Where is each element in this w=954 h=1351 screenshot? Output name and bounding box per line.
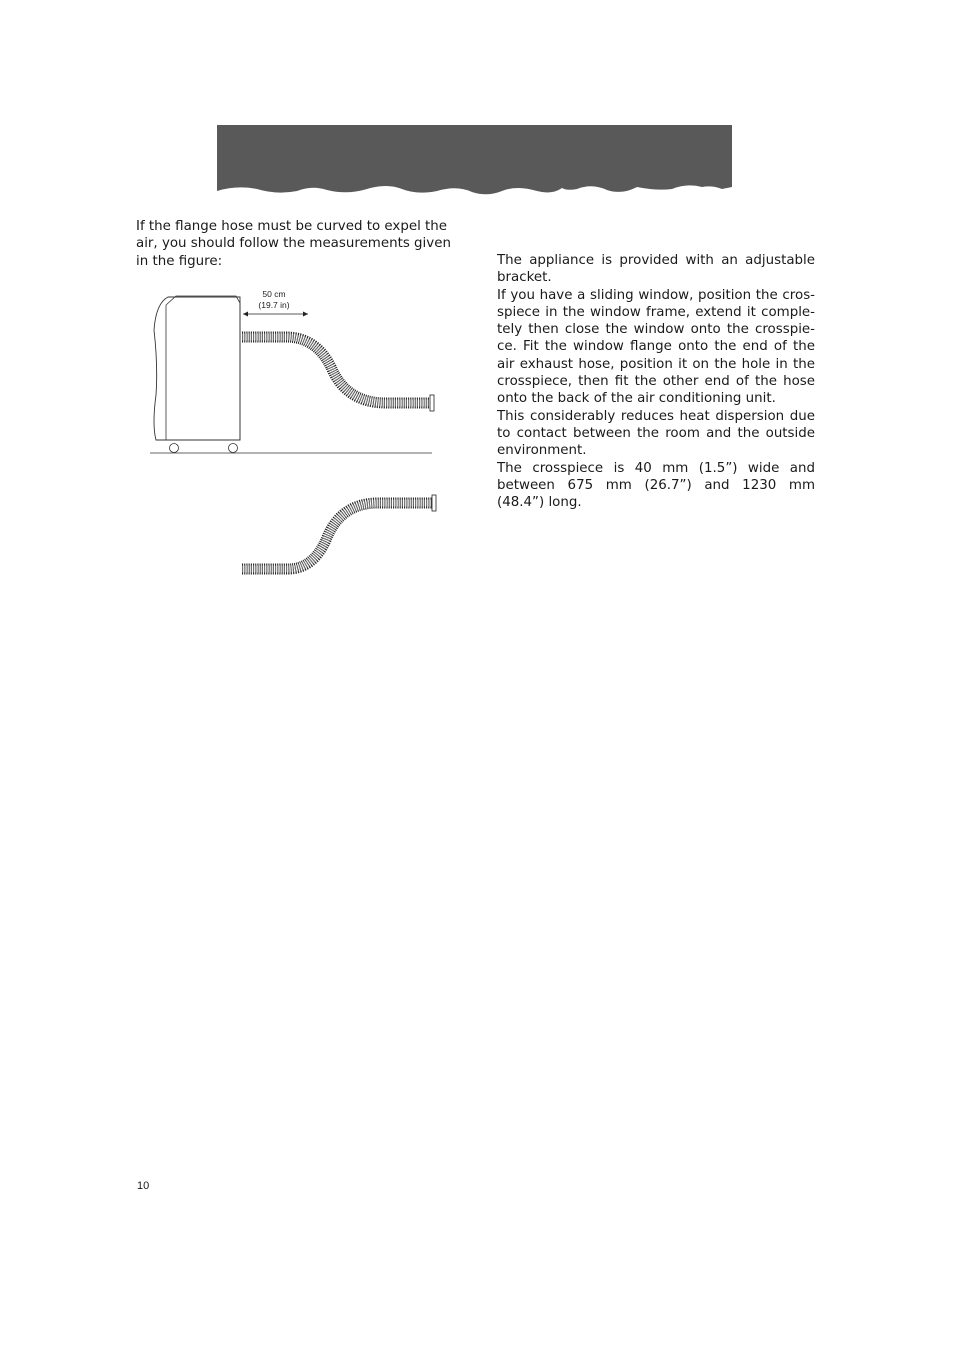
paragraph: If you have a sliding window, position the cros-spiece in the window frame, extend it comple-tely then close the window onto the crosspie-ce. Fit the window flange onto the end of the air exhaust hose, position it on the hole in the crosspiece, then fit the other end of the hose onto the back of the air conditioning unit. [497,287,815,407]
header-banner [217,125,732,200]
hose-curve-figure-bottom [238,490,438,578]
wheel-icon [170,444,179,453]
dimension-label-cm: 50 cm [262,289,286,299]
dimension-label-in: (19.7 in) [258,300,290,310]
bracket-instructions [497,252,815,511]
hose-curve-figure-top [146,285,438,460]
intro-text: If the flange hose must be curved to expel the air, you should follow the measurements given in the figure: [136,219,451,269]
paragraph: The crosspiece is 40 mm (1.5”) wide and between 675 mm (26.7”) and 1230 mm (48.4”) long. [497,460,815,511]
hose-curve [242,503,432,569]
wheel-icon [229,444,238,453]
paragraph: This considerably reduces heat dispersion due to contact between the room and the outside environment. [497,408,815,459]
appliance-outline [154,297,240,440]
page-number: 10 [137,1180,150,1192]
paragraph: The appliance is provided with an adjustable bracket. [497,253,815,286]
